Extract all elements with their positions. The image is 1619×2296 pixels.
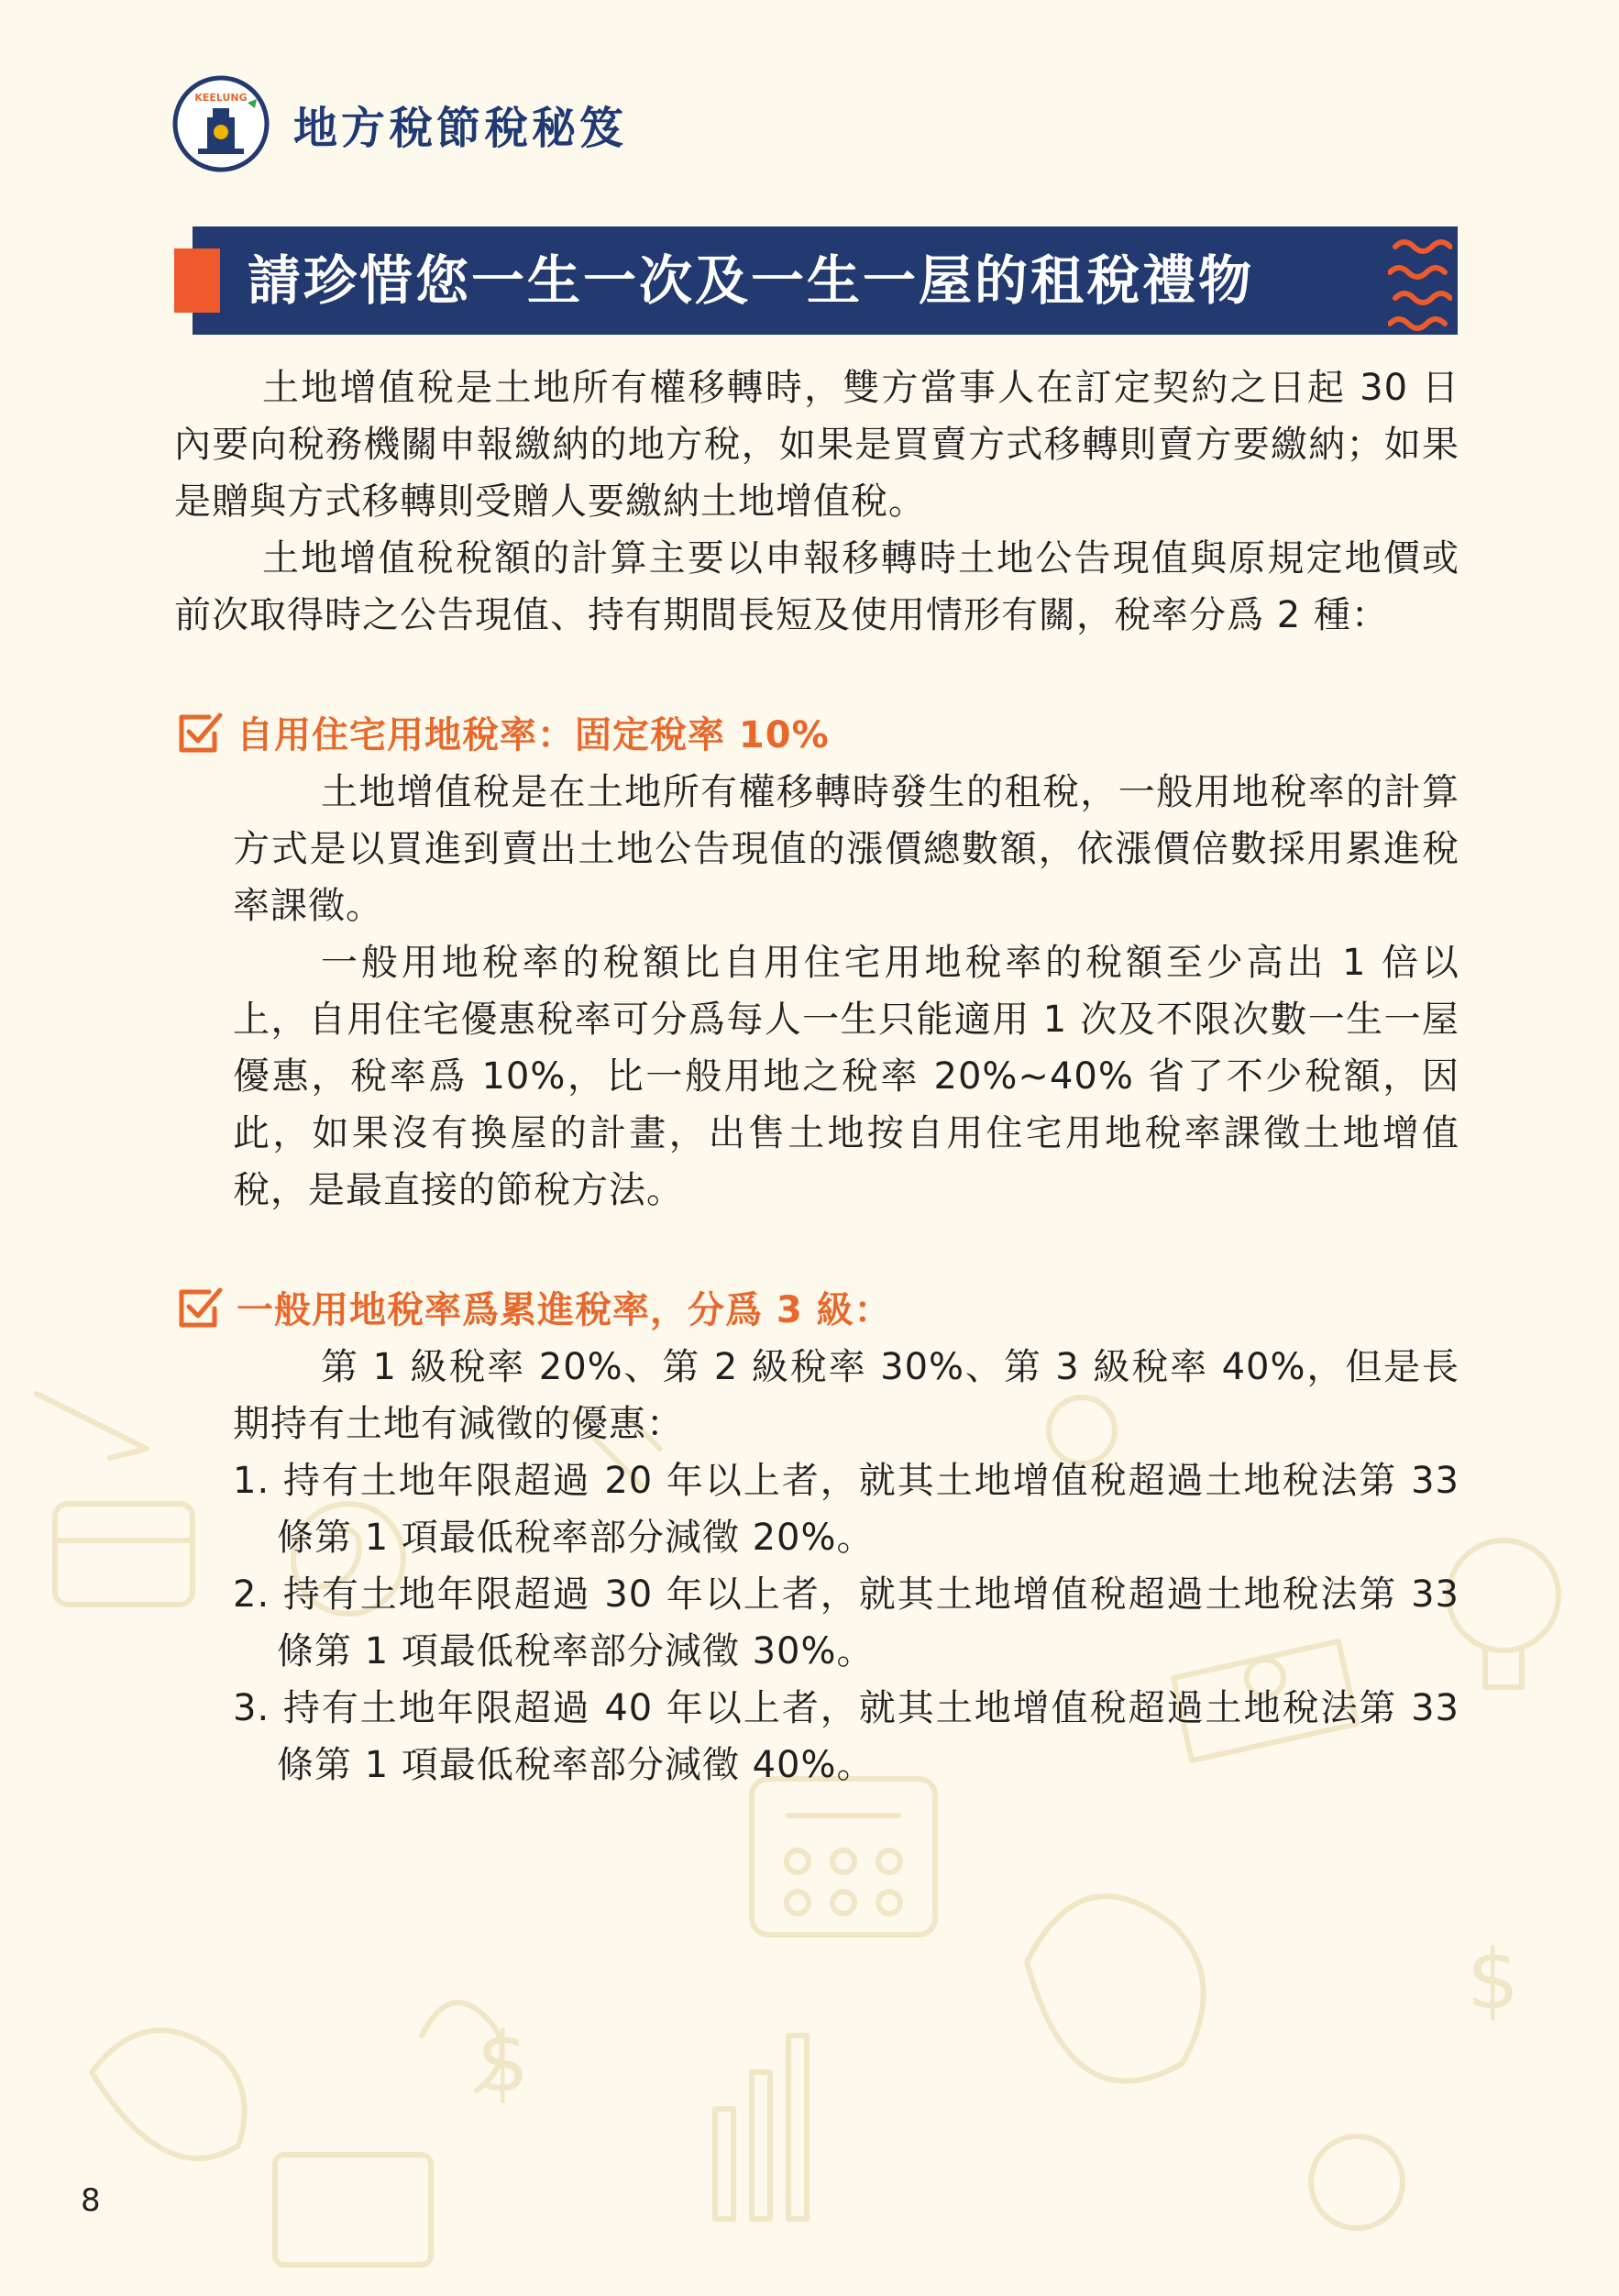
section1-title: 自用住宅用地稅率：固定稅率 10% (237, 714, 830, 756)
section1-paragraph: 土地增值稅是在土地所有權移轉時發生的租稅，一般用地稅率的計算方式是以買進到賣出土地公告現值的漲價總數額，依漲價倍數採用累進稅率課徵。 (233, 771, 1459, 927)
section-banner (193, 226, 1458, 335)
section2-paragraph: 第 1 級稅率 20%、第 2 級稅率 30%、第 3 級稅率 40%，但是長期持有土地有減徵的優惠： (233, 1346, 1459, 1445)
section2-body (174, 1339, 1459, 1794)
reduction-list (233, 1452, 1459, 1794)
list-item: 2. 持有土地年限超過 30 年以上者，就其土地增值稅超過土地稅法第 33 條第 1 項最低稅率部分減徵 30%。 (233, 1573, 1459, 1672)
section1-paragraph: 一般用地稅率的稅額比自用住宅用地稅率的稅額至少高出 1 倍以上，自用住宅優惠稅率可分爲每人一生只能適用 1 次及不限次數一生一屋優惠，稅率爲 10%，比一般用地之稅率 20%~40% 省了不少稅額，因此，如果沒有換屋的計畫，出售土地按自用住宅用地稅率課徵土地增值稅，是最直接的節稅方法。 (233, 942, 1459, 1211)
section2-title: 一般用地稅率爲累進稅率，分爲 3 級： (237, 1289, 892, 1331)
section1-heading (174, 706, 1459, 758)
zigzag-decoration-icon (1388, 232, 1452, 331)
keelung-logo-icon (172, 75, 270, 172)
section1-body (174, 764, 1459, 1219)
svg-text:$: $ (477, 2015, 530, 2111)
main-content (174, 359, 1459, 1794)
page-number: 8 (81, 2182, 101, 2219)
checkbox-checked-icon (174, 708, 224, 757)
list-item: 3. 持有土地年限超過 40 年以上者，就其土地增值稅超過土地稅法第 33 條第 1 項最低稅率部分減徵 40%。 (233, 1687, 1459, 1786)
section2-heading (174, 1281, 1459, 1333)
svg-text:$: $ (1467, 1932, 1520, 2028)
intro-paragraph: 土地增值稅是土地所有權移轉時，雙方當事人在訂定契約之日起 30 日內要向稅務機關申報繳納的地方稅，如果是買賣方式移轉則賣方要繳納；如果是贈與方式移轉則受贈人要繳納土地增值稅。 (174, 367, 1459, 523)
banner-title: 請珍惜您一生一次及一生一屋的租稅禮物 (248, 249, 1255, 312)
list-item: 1. 持有土地年限超過 20 年以上者，就其土地增值稅超過土地稅法第 33 條第 1 項最低稅率部分減徵 20%。 (233, 1460, 1459, 1559)
banner-accent (174, 248, 220, 313)
intro-paragraph: 土地增值稅稅額的計算主要以申報移轉時土地公告現值與原規定地價或前次取得時之公告現值、持有期間長短及使用情形有關，稅率分爲 2 種： (174, 537, 1459, 636)
logo-text: KEELUNG (194, 92, 248, 104)
header-title: 地方稅節稅秘笈 (293, 102, 628, 154)
checkbox-checked-icon (174, 1283, 224, 1332)
page-header (172, 73, 627, 174)
